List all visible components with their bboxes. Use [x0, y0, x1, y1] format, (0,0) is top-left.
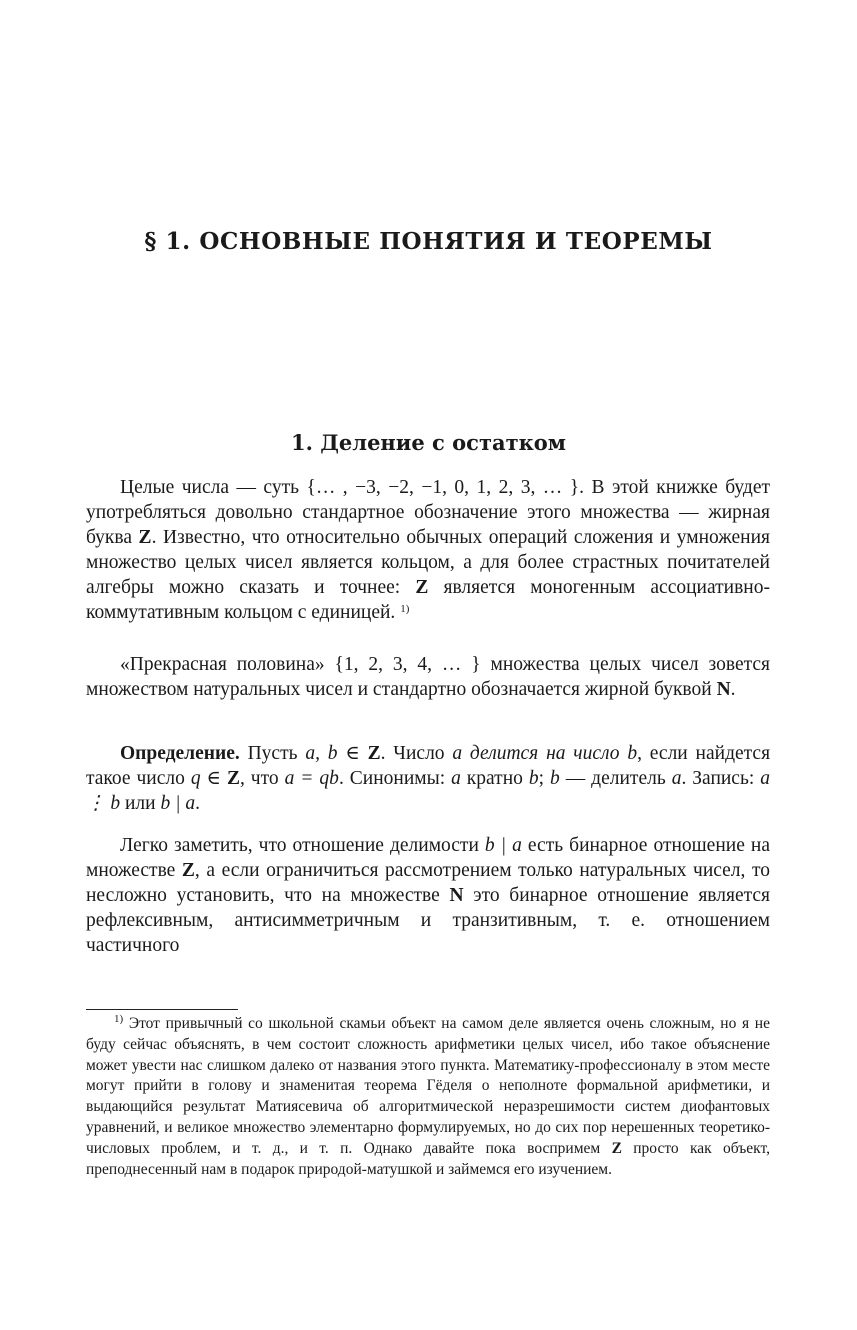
defined-term: a делится на число b — [452, 743, 638, 764]
footnote-ref[interactable]: 1) — [400, 603, 410, 615]
chapter-title: § 1. ОСНОВНЫЕ ПОНЯТИЯ И ТЕОРЕМЫ — [144, 228, 713, 255]
bold-Z: Z — [138, 527, 152, 548]
section-title: 1. Деление с остатком — [291, 430, 566, 455]
bold-Z: Z — [611, 1139, 622, 1157]
definition-block: Определение. Пусть a, b ∈ Z. Число a делится на число b, если найдется такое число q ∈ Z, что a = qb. Синонимы: a кратно b; b — делитель a. Запись: a ⋮ b или b | a. — [86, 743, 771, 814]
footnote: $^{1)}$ Этот привычный со школьной скамьи объект на самом деле является очень сложным, но я не буду сейчас объяснять, в чем состоит сложность арифметики целых чисел, ибо такое объяснение может увести нас слишком далеко от названия этого пункта. Математику-профессионалу в этом месте могут прийти в голову и знаменитая теорема Гёделя о неполноте формальной арифметики, и выдающийся результат Матиясевича об алгоритмической неразрешимости систем диофантовых уравнений, и великое множество элементарно формулируемых, но до сих пор нерешенных теоретико-числовых проблем, и т. д., и т. п. Однако давайте пока воспримем Z просто как объект, преподнесенный нам в подарок природой-матушкой и займемся его изучением. — [86, 1013, 770, 1178]
bold-Z: Z — [367, 743, 381, 764]
paragraph-integers: Целые числа — суть {… , −3, −2, −1, 0, 1, 2, 3, … }. В этой книжке будет употребляться довольно стандартное обозначение этого множества — жирная буква Z. Известно, что относительно обычных операций сложения и умножения множество целых чисел является кольцом, а для более страстных почитателей алгебры можно сказать и точнее: Z является моногенным ассоциативно-коммутативным кольцом с единицей. $^{1)}$ — [86, 477, 770, 623]
footnote-marker: 1) — [114, 1013, 124, 1025]
bold-Z: Z — [181, 860, 195, 881]
definition-label: Определение. — [120, 743, 240, 764]
paragraph-divisibility: Легко заметить, что отношение делимости b | a есть бинарное отношение на множестве Z, а если ограничиться рассмотрением только натуральных чисел, то несложно установить, что на множестве N это бинарное отношение является рефлексивным, антисимметричным и транзитивным, т. е. отношением частичного — [86, 835, 771, 956]
paragraph-naturals: «Прекрасная половина» {1, 2, 3, 4, … } множества целых чисел зовется множеством натуральных чисел и стандартно обозначается жирной буквой N. — [86, 654, 770, 700]
bold-N: N — [449, 885, 464, 906]
bold-Z: Z — [226, 768, 240, 789]
bold-N: N — [716, 679, 731, 700]
footnote-divider — [86, 1009, 238, 1010]
bold-Z: Z — [415, 577, 429, 598]
